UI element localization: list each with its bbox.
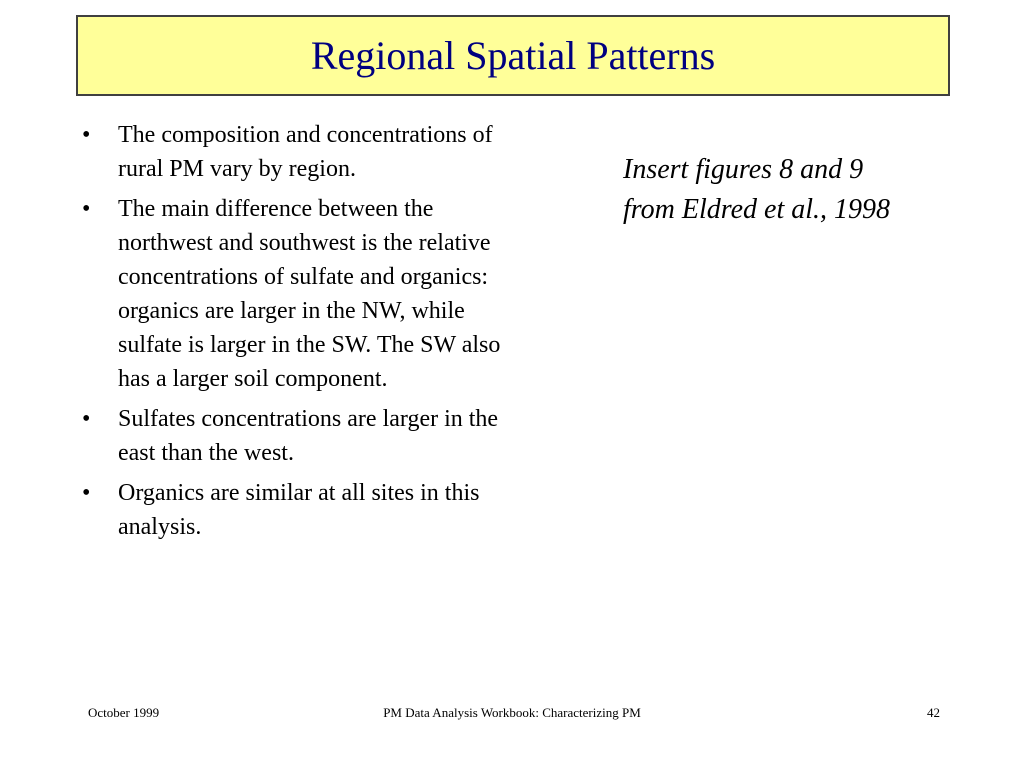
footer-title: PM Data Analysis Workbook: Characterizing PM: [383, 705, 641, 720]
bullet-list: [82, 118, 502, 550]
bullet-icon: •: [82, 122, 91, 148]
title-box: [76, 15, 950, 96]
page-number: 42: [927, 705, 940, 720]
bullet-icon: •: [82, 196, 91, 222]
note-line-1: Insert figures 8 and 9: [623, 154, 864, 185]
bullet-text: Sulfates concentrations are larger in the east than the west.: [118, 406, 499, 466]
bullet-text: The main difference between the northwest and southwest is the relative concentrations of sulfate and organics: organics are larger in the NW, while sulfate is larger in the SW. The SW also has a larger soil component.: [118, 196, 501, 392]
bullet-icon: •: [82, 480, 91, 506]
bullet-item: [82, 476, 502, 544]
bullet-icon: •: [82, 406, 91, 432]
bullet-text: Organics are similar at all sites in this analysis.: [118, 480, 480, 540]
slide-title: Regional Spatial Patterns: [310, 32, 716, 78]
bullet-item: [82, 192, 502, 396]
figure-placeholder-note: [623, 150, 983, 230]
bullet-item: [82, 402, 502, 470]
footer-date: October 1999: [88, 705, 160, 720]
bullet-text: The composition and concentrations of rural PM vary by region.: [118, 122, 493, 182]
note-line-2: from Eldred et al., 1998: [623, 194, 891, 225]
bullet-item: [82, 118, 502, 186]
